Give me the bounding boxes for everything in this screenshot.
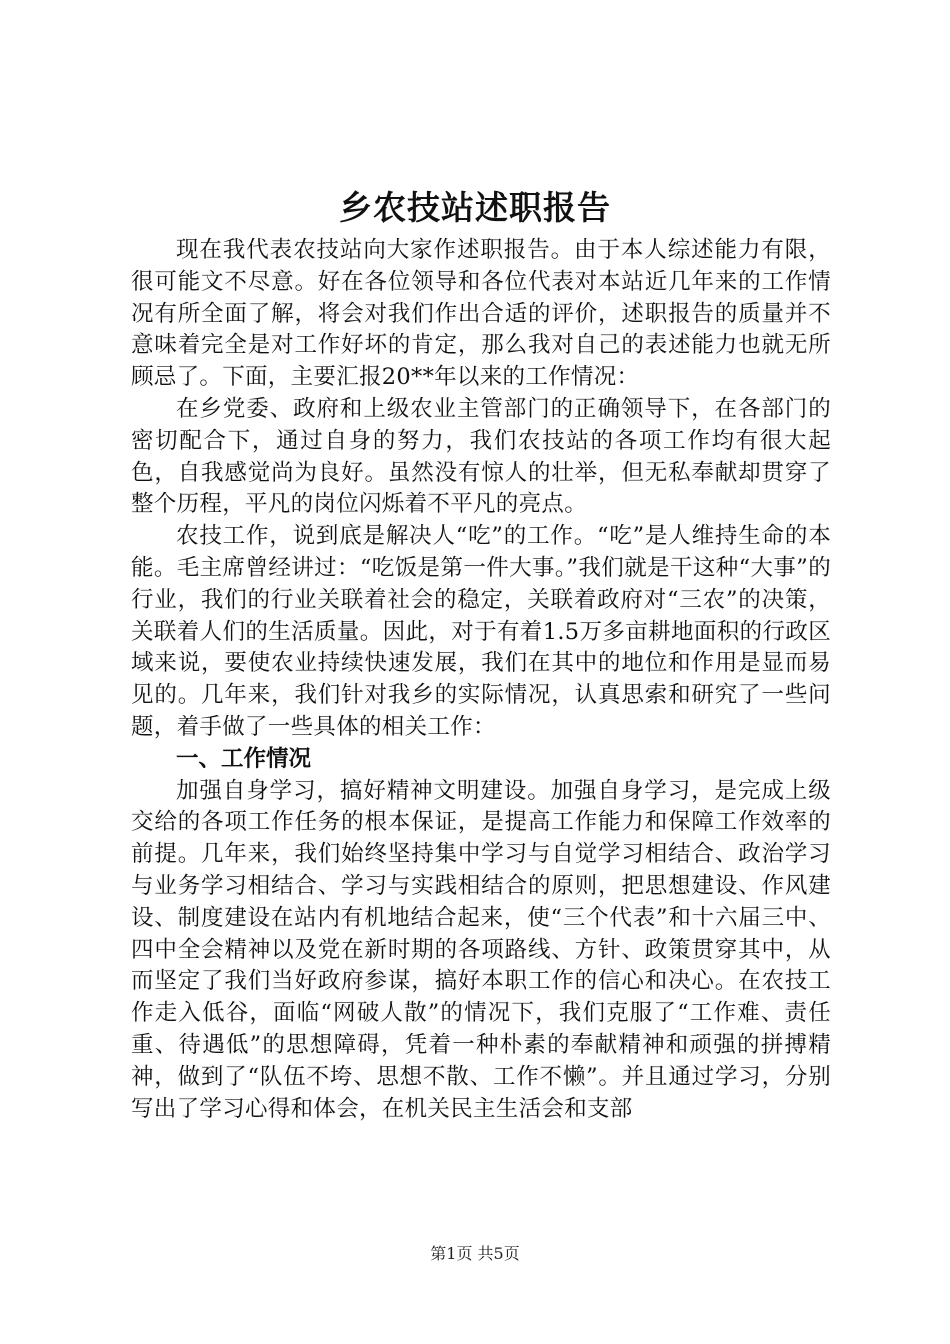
- document-title: 乡农技站述职报告: [339, 188, 611, 227]
- page-number-footer: 第1页 共5页: [430, 1244, 520, 1263]
- paragraph-agriculture: 农技工作，说到底是解决人“吃”的工作。“吃”是人维持生命的本能。毛主席曾经讲过：“吃饭是第一件大事。”我们就是干这种“大事”的行业，我们的行业关联着社会的稳定，关联着政府对“三农”的决策，关联着人们的生活质量。因此，对于有着1.5万多亩耕地面积的行政区域来说，要使农业持续快速发展，我们在其中的地位和作用是显而易见的。几年来，我们针对我乡的实际情况，认真思索和研究了一些问题，着手做了一些具体的相关工作：: [131, 523, 831, 740]
- document-body: [131, 235, 831, 1125]
- section-heading: 一、工作情况: [176, 745, 312, 772]
- paragraph-study: 加强自身学习，搞好精神文明建设。加强自身学习，是完成上级交给的各项工作任务的根本保证，是提高工作能力和保障工作效率的前提。几年来，我们始终坚持集中学习与自觉学习相结合、政治学习与业务学习相结合、学习与实践相结合的原则，把思想建设、作风建设、制度建设在站内有机地结合起来，使“三个代表”和十六届三中、四中全会精神以及党在新时期的各项路线、方针、政策贯穿其中，从而坚定了我们当好政府参谋，搞好本职工作的信心和决心。在农技工作走入低谷，面临“网破人散”的情况下，我们克服了“工作难、责任重、待遇低”的思想障碍，凭着一种朴素的奉献精神和顽强的拼搏精神，做到了“队伍不垮、思想不散、工作不懒”。并且通过学习，分别写出了学习心得和体会，在机关民主生活会和支部: [131, 777, 831, 1122]
- paragraph-leadership: 在乡党委、政府和上级农业主管部门的正确领导下，在各部门的密切配合下，通过自身的努力，我们农技站的各项工作均有很大起色，自我感觉尚为良好。虽然没有惊人的壮举，但无私奉献却贯穿了整个历程，平凡的岗位闪烁着不平凡的亮点。: [131, 395, 831, 518]
- paragraph-intro: 现在我代表农技站向大家作述职报告。由于本人综述能力有限，很可能文不尽意。好在各位领导和各位代表对本站近几年来的工作情况有所全面了解，将会对我们作出合适的评价，述职报告的质量并不意味着完全是对工作好坏的肯定，那么我对自己的表述能力也就无所顾忌了。下面，主要汇报20**年以来的工作情况：: [131, 237, 831, 391]
